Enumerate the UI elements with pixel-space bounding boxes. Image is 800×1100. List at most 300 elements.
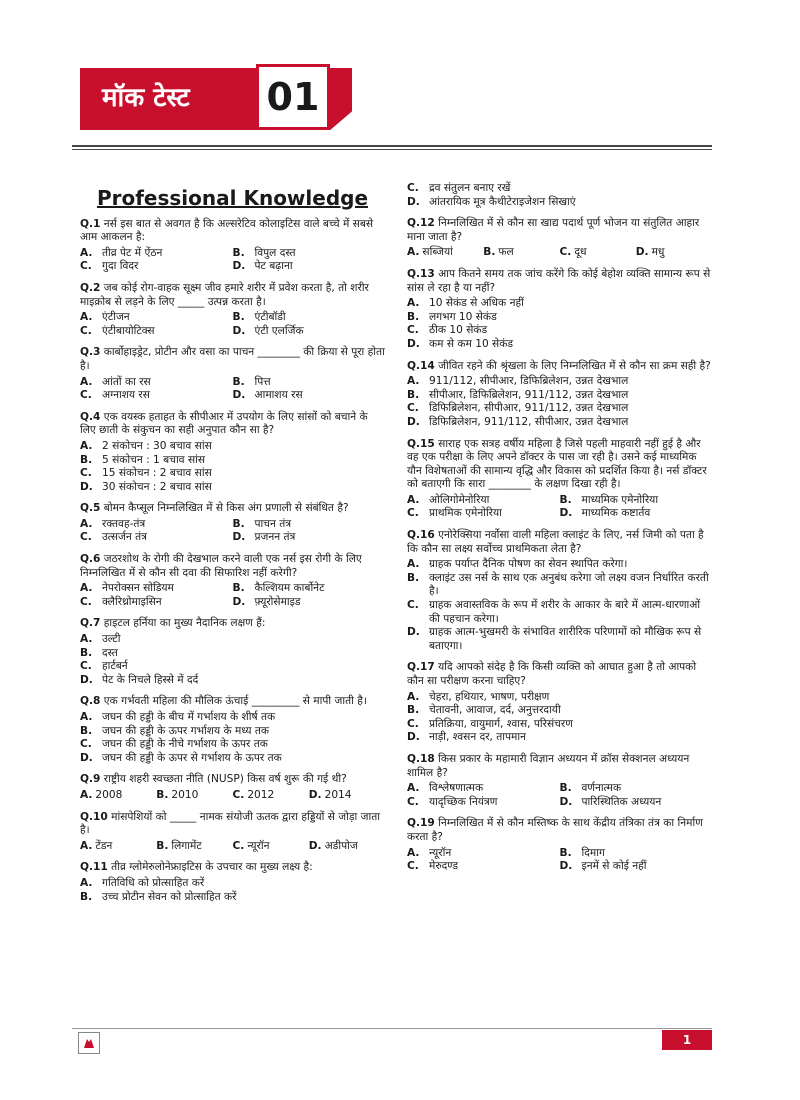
options	[80, 633, 385, 687]
options	[407, 297, 712, 351]
option-text: मेरुदण्ड	[429, 860, 458, 873]
question-text	[407, 360, 712, 374]
option-text: कैल्शियम कार्बोनेट	[254, 582, 325, 595]
options	[407, 847, 712, 874]
option	[407, 246, 483, 260]
option-text: दस्त	[102, 646, 118, 659]
question-stem: एक वयस्क हताहत के सीपीआर में उपयोग के लिए सांसों को बचाने के लिए छाती के संकुचन का सही अनुपात कौन सा है?	[80, 410, 368, 437]
question-number: Q.3	[80, 346, 101, 359]
option-letter: C.	[407, 402, 419, 415]
option-letter: A.	[80, 839, 93, 852]
header-rule-thin	[72, 149, 712, 150]
header-rule	[72, 145, 712, 147]
question-stem: एनोरेक्सिया नर्वोसा वाली महिला क्लाइंट के लिए, नर्स जिमी को पता है कि कौन सा लक्ष्य सर्वोच्च प्राथमिकता लेता है?	[407, 529, 704, 555]
option-text: आमाशय रस	[254, 389, 303, 402]
option-letter: A.	[407, 493, 420, 506]
option-letter: C.	[80, 467, 92, 480]
option-letter: D.	[635, 246, 649, 259]
option	[233, 531, 386, 545]
option-letter: A.	[80, 375, 93, 388]
option	[80, 596, 233, 610]
option	[407, 691, 712, 705]
option	[80, 518, 233, 532]
option-text: लिगामेंट	[171, 839, 202, 852]
option-text: मधु	[651, 246, 665, 259]
mock-test-banner	[80, 68, 352, 130]
options	[80, 311, 385, 338]
option-letter: C.	[80, 389, 92, 402]
question-text	[80, 861, 385, 875]
option	[407, 599, 712, 626]
options	[80, 711, 385, 765]
option-text: डिफिब्रिलेशन, 911/112, सीपीआर, उन्नत देखभाल	[429, 415, 629, 428]
option-text: पेट के निचले हिस्से में दर्द	[102, 673, 199, 686]
option-letter: A.	[80, 517, 93, 530]
option	[80, 467, 385, 481]
question	[407, 817, 712, 873]
option-text: यादृच्छिक नियंत्रण	[429, 795, 498, 808]
option-letter: C.	[232, 788, 245, 801]
option	[80, 440, 385, 454]
option-text: ग्राहक अवास्तविक के रूप में शरीर के आकार के बारे में आत्म-धारणाओं की पहचान करेगा।	[429, 599, 701, 625]
option-text: हार्टबर्न	[102, 660, 128, 673]
option	[233, 789, 309, 803]
option	[80, 789, 156, 803]
question-text	[80, 346, 385, 373]
option	[407, 402, 712, 416]
option-text: क्लाइंट उस नर्स के साथ एक अनुबंध करेगा जो लक्ष्य वजन निर्धारित करती है।	[429, 571, 709, 598]
option-text: पेट बढ़ाना	[254, 260, 293, 273]
option	[233, 260, 386, 274]
option	[560, 796, 713, 810]
option-letter: D.	[232, 531, 246, 544]
option-text: एंटीजन	[102, 311, 130, 324]
option-letter: B.	[559, 846, 572, 859]
option-letter: D.	[559, 795, 573, 808]
question	[407, 753, 712, 809]
option	[80, 660, 385, 674]
option-text: गुदा विदर	[102, 260, 139, 273]
option	[80, 481, 385, 495]
option-letter: D.	[407, 731, 420, 744]
option-letter: D.	[80, 673, 93, 686]
question-number: Q.7	[80, 617, 101, 630]
question-text	[80, 617, 385, 631]
option	[233, 376, 386, 390]
option-text: क्लैरिथ्रोमाइसिन	[102, 595, 162, 608]
option-text: रक्तवह-तंत्र	[102, 517, 146, 530]
question-text	[407, 268, 712, 295]
option	[560, 494, 713, 508]
option	[407, 718, 712, 732]
option	[407, 311, 712, 325]
option-text: गतिविधि को प्रोत्साहित करें	[102, 876, 205, 889]
option	[407, 507, 560, 521]
question-stem: जठरशोथ के रोगी की देखभाल करने वाली एक नर्स इस रोगी के लिए निम्नलिखित में से कौन सी दवा की सिफारिश नहीं करेगी?	[80, 553, 362, 579]
option-text: जघन की हड्डी के ऊपर गर्भाशय के मध्य तक	[102, 724, 270, 737]
option-letter: D.	[407, 415, 420, 428]
question-text	[80, 218, 385, 245]
question-stem: निम्नलिखित में से कौन मस्तिष्क के साथ केंद्रीय तंत्रिका तंत्र का निर्माण करता है?	[407, 817, 703, 843]
option	[407, 389, 712, 403]
option-letter: B.	[407, 310, 420, 323]
option-text: माध्यमिक एमेनोरिया	[581, 493, 659, 506]
option-text: एंटी एलर्जिक	[254, 324, 304, 337]
option-letter: C.	[407, 795, 419, 808]
option	[407, 338, 712, 352]
option-text: पाचन तंत्र	[254, 517, 292, 530]
question-number: Q.13	[407, 267, 435, 280]
question	[407, 268, 712, 352]
option-letter: B.	[156, 788, 169, 801]
option-letter: C.	[232, 839, 245, 852]
option	[407, 182, 712, 196]
option-letter: C.	[80, 324, 92, 337]
option-text: 15 संकोचन : 2 बचाव सांस	[102, 467, 212, 480]
option	[80, 647, 385, 661]
option-letter: C.	[80, 738, 92, 751]
option-letter: C.	[80, 660, 92, 673]
question-stem: कार्बोहाइड्रेट, प्रोटीन और वसा का पाचन ________ की क्रिया से पूरा होता है।	[80, 346, 385, 372]
option-text: 2008	[95, 788, 123, 801]
question-number: Q.15	[407, 437, 435, 450]
option	[80, 389, 233, 403]
question	[80, 218, 385, 274]
option	[407, 782, 560, 796]
option-text: प्राथमिक एमेनोरिया	[429, 507, 502, 520]
question-stem: यदि आपको संदेह है कि किसी व्यक्ति को आघात हुआ है तो आपको कौन सा परीक्षण करना चाहिए?	[407, 661, 697, 687]
option	[80, 582, 233, 596]
question	[407, 438, 712, 522]
option-letter: B.	[80, 453, 93, 466]
question-stem: साराह एक सत्रह वर्षीय महिला है जिसे पहली माहवारी नहीं हुई है और वह एक परीक्षा के लिए अपने डॉक्टर के पास जा रही है। उसने कई माध्यमिक यौन विशेषताओं की सामान्य वृद्धि और विकास को प्रदर्शित किया है। नर्स डॉक्टर को बताएगी कि सारा ________ के लक्षण दिखा रही है।	[407, 437, 707, 491]
option-text: न्यूरॉन	[247, 839, 270, 852]
question-number: Q.8	[80, 695, 101, 708]
option-text: एंटीबॉडी	[254, 311, 286, 324]
option-letter: D.	[232, 389, 246, 402]
option-text: जघन की हड्डी के बीच में गर्भाशय के शीर्ष तक	[102, 711, 276, 723]
option-letter: D.	[407, 626, 420, 639]
option-letter: C.	[407, 507, 419, 520]
option-letter: D.	[559, 860, 573, 873]
option-letter: B.	[483, 246, 496, 259]
question-stem: तीव्र ग्लोमेरुलोनेफ्राइटिस के उपचार का मुख्य लक्ष्य है:	[111, 861, 313, 874]
question-text	[407, 753, 712, 780]
option-text: जघन की हड्डी के ऊपर से गर्भाशय के ऊपर तक	[102, 751, 282, 764]
option-letter: A.	[80, 788, 93, 801]
question	[80, 811, 385, 854]
option-text: पित्त	[254, 375, 271, 388]
option-text: ओलिगोमेनोरिया	[429, 493, 490, 506]
option	[407, 375, 712, 389]
question-stem: राष्ट्रीय शहरी स्वच्छता नीति (NUSP) किस वर्ष शुरू की गई थी?	[103, 773, 347, 786]
option	[80, 752, 385, 766]
option	[309, 840, 385, 854]
option-letter: D.	[308, 788, 322, 801]
question-stem: एक गर्भवती महिला की मौलिक ऊंचाई _________ से मापी जाती है।	[103, 695, 367, 708]
option-text: टेंडन	[95, 839, 113, 852]
question-stem: किस प्रकार के महामारी विज्ञान अध्ययन में क्रॉस सेक्शनल अध्ययन शामिल है?	[407, 752, 690, 779]
question-text	[80, 811, 385, 838]
option-letter: D.	[80, 480, 93, 493]
option	[80, 454, 385, 468]
option-text: माध्यमिक कष्टार्तव	[581, 507, 651, 520]
option	[636, 246, 712, 260]
question	[80, 553, 385, 609]
option	[407, 324, 712, 338]
question-number: Q.11	[80, 861, 108, 874]
option-text: 10 सेकंड से अधिक नहीं	[429, 297, 524, 310]
option-text: अग्नाशय रस	[102, 389, 150, 402]
option	[407, 416, 712, 430]
options	[80, 789, 385, 803]
question-stem: निम्नलिखित में से कौन सा खाद्य पदार्थ पूर्ण भोजन या संतुलित आहार माना जाता है?	[407, 217, 700, 243]
option-letter: A.	[80, 311, 93, 324]
question	[80, 346, 385, 402]
option-text: विपुल दस्त	[254, 246, 296, 259]
option-letter: B.	[407, 388, 420, 401]
question-text	[407, 438, 712, 492]
banner-number: 01	[256, 64, 330, 130]
option	[560, 847, 713, 861]
option	[407, 731, 712, 745]
option	[560, 782, 713, 796]
option-text: फ़्यूरोसेमाइड	[254, 595, 301, 608]
options	[80, 247, 385, 274]
option	[80, 725, 385, 739]
option	[407, 558, 712, 572]
option-text: वर्णनात्मक	[581, 782, 622, 795]
option-text: विश्लेषणात्मक	[429, 782, 484, 795]
options	[80, 582, 385, 609]
option	[233, 518, 386, 532]
option	[407, 860, 560, 874]
option-letter: D.	[232, 324, 246, 337]
option-letter: D.	[80, 751, 93, 764]
option-text: डिफिब्रिलेशन, सीपीआर, 911/112, उन्नत देखभाल	[429, 402, 629, 415]
question	[80, 502, 385, 545]
question-number: Q.18	[407, 752, 435, 765]
question-stem: आप कितने समय तक जांच करेंगे कि कोई बेहोश व्यक्ति सामान्य रूप से सांस ले रहा है या नहीं?	[407, 267, 711, 294]
question-text	[80, 502, 385, 516]
publisher-logo-icon	[78, 1032, 100, 1054]
option-text: नाड़ी, श्वसन दर, तापमान	[429, 731, 527, 744]
option-text: एंटीबायोटिक्स	[102, 324, 155, 337]
option	[80, 247, 233, 261]
option-text: इनमें से कोई नहीं	[581, 860, 647, 873]
option-letter: D.	[308, 839, 322, 852]
option	[407, 196, 712, 210]
question-number: Q.5	[80, 502, 101, 515]
options	[407, 558, 712, 653]
option-letter: D.	[407, 195, 420, 208]
option-letter: A.	[80, 582, 93, 595]
question	[407, 529, 712, 653]
option	[407, 297, 712, 311]
option-text: 2014	[324, 788, 352, 801]
option-text: तीव्र पेट में ऐंठन	[102, 246, 163, 259]
option-text: ठीक 10 सेकंड	[429, 324, 488, 337]
option	[156, 840, 232, 854]
question	[80, 861, 385, 904]
question-text	[407, 661, 712, 688]
question	[80, 617, 385, 687]
option	[80, 891, 385, 905]
option	[80, 674, 385, 688]
option-text: उच्च प्रोटीन सेवन को प्रोत्साहित करें	[102, 890, 237, 903]
options	[407, 375, 712, 429]
option-letter: C.	[80, 260, 92, 273]
option-letter: D.	[407, 337, 420, 350]
option-letter: B.	[407, 704, 420, 717]
question-stem: हाइटल हर्निया का मुख्य नैदानिक लक्षण हैं:	[103, 617, 266, 630]
question-stem: मांसपेशियों को _____ नामक संयोजी ऊतक द्वारा हड्डियों से जोड़ा जाता है।	[80, 810, 380, 837]
option	[80, 260, 233, 274]
option	[80, 311, 233, 325]
question-stem: नर्स इस बात से अवगत है कि अल्सरेटिव कोलाइटिस वाले बच्चे में सबसे आम आकलन है:	[80, 217, 374, 244]
page-number: 1	[662, 1030, 712, 1050]
question-number: Q.9	[80, 773, 101, 786]
question-number: Q.4	[80, 410, 101, 423]
section-title: Professional Knowledge	[96, 186, 369, 210]
question	[407, 661, 712, 745]
option-letter: A.	[407, 246, 420, 259]
question	[80, 411, 385, 495]
question-text	[407, 817, 712, 844]
option-text: प्रजनन तंत्र	[254, 531, 296, 544]
option-letter: B.	[232, 375, 245, 388]
question	[80, 282, 385, 338]
option	[233, 247, 386, 261]
option	[560, 860, 713, 874]
option	[407, 494, 560, 508]
option-letter: D.	[559, 507, 573, 520]
option	[233, 311, 386, 325]
question-stem: जब कोई रोग-वाहक सूक्ष्म जीव हमारे शरीर में प्रवेश करता है, तो शरीर माइक्रोब से लड़ने के लिए _____ उत्पन्न करता है।	[80, 281, 369, 308]
question-number: Q.6	[80, 553, 101, 566]
option-letter: C.	[407, 324, 419, 337]
option-letter: C.	[407, 860, 419, 873]
option-letter: B.	[80, 724, 93, 737]
option	[483, 246, 559, 260]
question-number: Q.1	[80, 217, 101, 230]
option-text: पारिस्थितिक अध्ययन	[581, 795, 662, 808]
option-text: चेहरा, हथियार, भाषण, परीक्षण	[429, 690, 550, 703]
option	[80, 877, 385, 891]
option	[80, 376, 233, 390]
option-letter: B.	[80, 646, 93, 659]
option-text: ग्राहक पर्याप्त दैनिक पोषण का सेवन स्थापित करेगा।	[429, 558, 628, 571]
option-letter: A.	[80, 439, 93, 452]
right-column	[407, 182, 712, 882]
option-text: प्रतिक्रिया, वायुमार्ग, श्वास, परिसंचरण	[429, 717, 573, 730]
option	[80, 840, 156, 854]
question-text	[80, 773, 385, 787]
options	[80, 440, 385, 494]
options	[407, 494, 712, 521]
option-text: कम से कम 10 सेकंड	[429, 337, 514, 350]
option-text: 30 संकोचन : 2 बचाव सांस	[102, 480, 212, 493]
option-text: नेपरोक्सन सोडियम	[102, 582, 174, 595]
option-text: 911/112, सीपीआर, डिफिब्रिलेशन, उन्नत देखभाल	[429, 375, 629, 388]
question-number: Q.17	[407, 661, 435, 674]
option-text: उल्टी	[102, 633, 121, 646]
option	[233, 325, 386, 339]
question-number: Q.14	[407, 359, 435, 372]
option	[233, 840, 309, 854]
options	[407, 691, 712, 745]
option	[309, 789, 385, 803]
option-letter: A.	[407, 846, 420, 859]
option	[233, 582, 386, 596]
option-text: न्यूरॉन	[429, 846, 452, 859]
question-stem: बोमन कैप्सूल निम्नलिखित में से किस अंग प्रणाली से संबंधित है?	[103, 502, 349, 515]
option-letter: B.	[156, 839, 169, 852]
option-letter: B.	[232, 311, 245, 324]
options	[80, 518, 385, 545]
option-letter: D.	[232, 260, 246, 273]
option	[233, 389, 386, 403]
option-letter: A.	[407, 690, 420, 703]
options	[407, 782, 712, 809]
option-text: सब्जियां	[422, 246, 453, 259]
option-letter: C.	[407, 717, 419, 730]
option-letter: A.	[80, 711, 93, 723]
option-text: आंतों का रस	[102, 375, 151, 388]
option-text: फल	[498, 246, 514, 259]
option	[407, 796, 560, 810]
options	[407, 182, 712, 209]
question-text	[80, 553, 385, 580]
option-letter: A.	[407, 297, 420, 310]
option-letter: C.	[559, 246, 572, 259]
option-text: ग्राहक आत्म-भुखमरी के संभावित शारीरिक परिणामों को मौखिक रूप से बताएगा।	[429, 626, 702, 652]
option-letter: B.	[232, 246, 245, 259]
question-number: Q.19	[407, 817, 435, 830]
question-text	[80, 695, 385, 709]
option-text: 2010	[171, 788, 199, 801]
option-text: आंतरायिक मूत्र कैथीटेराइजेशन सिखाएं	[429, 195, 576, 208]
option-letter: B.	[232, 517, 245, 530]
option	[80, 711, 385, 725]
options	[407, 246, 712, 260]
option-text: दिमाग	[581, 846, 605, 859]
option-text: लगभग 10 सेकंड	[429, 310, 497, 323]
option-letter: B.	[559, 493, 572, 506]
question-text	[407, 217, 712, 244]
option	[80, 633, 385, 647]
question-stem: जीवित रहने की श्रृंखला के लिए निम्नलिखित में से कौन सा क्रम सही है?	[438, 359, 711, 372]
option	[560, 507, 713, 521]
options	[80, 840, 385, 854]
option-letter: D.	[232, 595, 246, 608]
option-letter: A.	[80, 876, 93, 889]
option-letter: A.	[407, 558, 420, 571]
option-text: 5 संकोचन : 1 बचाव सांस	[102, 453, 206, 466]
question-text	[80, 411, 385, 438]
question-number: Q.2	[80, 281, 101, 294]
option-letter: C.	[80, 595, 92, 608]
option-letter: C.	[407, 182, 419, 194]
left-column	[80, 188, 385, 912]
question-number: Q.10	[80, 810, 108, 823]
question-number: Q.12	[407, 217, 435, 230]
option-letter: A.	[80, 246, 93, 259]
question-text	[407, 529, 712, 556]
question-text	[80, 282, 385, 309]
option	[407, 626, 712, 653]
question-number: Q.16	[407, 529, 435, 542]
